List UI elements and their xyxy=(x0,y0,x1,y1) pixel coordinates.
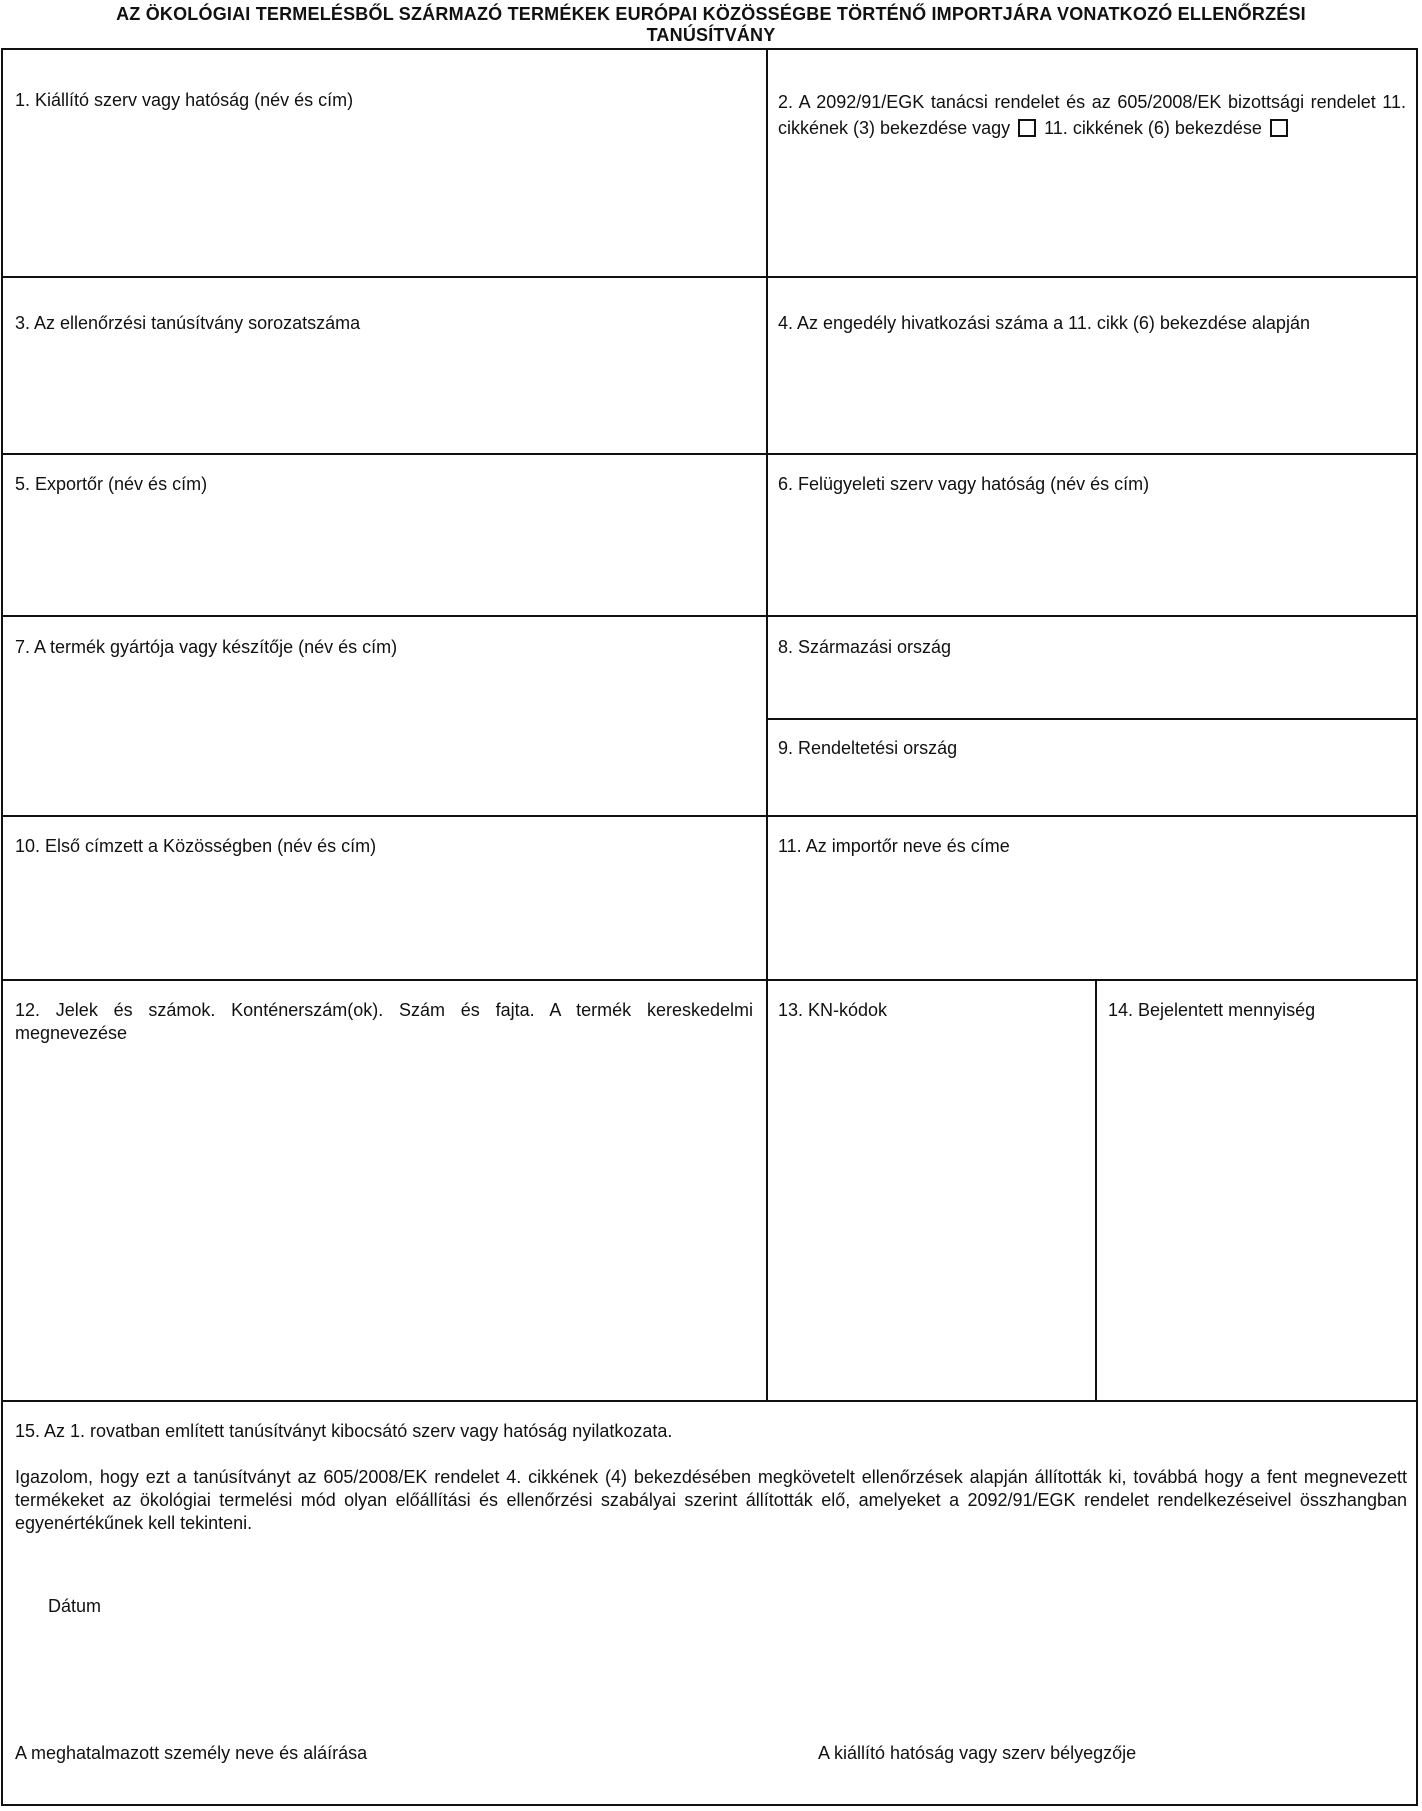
row-divider-3 xyxy=(3,615,1416,617)
box-11-label: 11. Az importőr neve és címe xyxy=(778,836,1010,856)
certificate-form xyxy=(1,48,1418,1806)
article-11-3-checkbox[interactable] xyxy=(1018,119,1036,137)
box-8-label: 8. Származási ország xyxy=(778,637,952,657)
row-divider-2 xyxy=(3,453,1416,455)
box-3-label: 3. Az ellenőrzési tanúsítvány sorozatszáma xyxy=(15,313,361,333)
box-2-text-part-2: 11. cikkének (6) bekezdése xyxy=(1044,118,1262,138)
title-line-2: TANÚSÍTVÁNY xyxy=(646,25,776,45)
stamp-label: A kiállító hatóság vagy szerv bélyegzője xyxy=(818,1743,1137,1763)
box-5-label: 5. Exportőr (név és cím) xyxy=(15,474,208,494)
box-12-label: 12. Jelek és számok. Konténerszám(ok). Szám és fajta. A termék kereskedelmi megnevezése xyxy=(15,1000,753,1043)
declaration-text: Igazolom, hogy ezt a tanúsítványt az 605/2008/EK rendelet 4. cikkének (4) bekezdésében megkövetelt ellenőrzések alapján állították ki, továbbá hogy a fent megnevezett termékeket az ökológiai termelési mód olyan előállítási és ellenőrzési szabályai szerint állították elő, amelyeket a 2092/91/EGK rendelet rendelkezéseivel összhangban egyenértékűnek kell tekinteni. xyxy=(15,1467,1407,1533)
row-divider-7 xyxy=(3,1400,1416,1402)
row-divider-6 xyxy=(3,979,1416,981)
row-divider-1 xyxy=(3,276,1416,278)
row-divider-4 xyxy=(768,718,1416,720)
certificate-title xyxy=(0,4,1422,46)
box-9-label: 9. Rendeltetési ország xyxy=(778,738,958,758)
signature-label: A meghatalmazott személy neve és aláírása xyxy=(15,1743,368,1763)
box-14-label: 14. Bejelentett mennyiség xyxy=(1108,1000,1316,1020)
row-divider-5 xyxy=(3,815,1416,817)
box-1-label: 1. Kiállító szerv vagy hatóság (név és cím) xyxy=(15,90,354,110)
title-line-1: AZ ÖKOLÓGIAI TERMELÉSBŐL SZÁRMAZÓ TERMÉKEK EURÓPAI KÖZÖSSÉGBE TÖRTÉNŐ IMPORTJÁRA VONATKOZÓ ELLENŐRZÉSI xyxy=(116,4,1306,24)
box-2-label xyxy=(778,89,1406,141)
box-2-text-part-1: 2. A 2092/91/EGK tanácsi rendelet és az 605/2008/EK bizottsági rendelet 11. cikkének (3) bekezdése vagy xyxy=(778,92,1406,138)
box-10-label: 10. Első címzett a Közösségben (név és cím) xyxy=(15,836,377,856)
column-divider-box13-14 xyxy=(1095,979,1097,1400)
date-label: Dátum xyxy=(48,1596,102,1616)
box-6-label: 6. Felügyeleti szerv vagy hatóság (név és cím) xyxy=(778,474,1150,494)
box-7-label: 7. A termék gyártója vagy készítője (név és cím) xyxy=(15,637,398,657)
box-4-label: 4. Az engedély hivatkozási száma a 11. cikk (6) bekezdése alapján xyxy=(778,313,1310,333)
article-11-6-checkbox[interactable] xyxy=(1270,119,1288,137)
box-13-label: 13. KN-kódok xyxy=(778,1000,888,1020)
column-divider-main xyxy=(766,50,768,1400)
box-15-label: 15. Az 1. rovatban említett tanúsítványt kibocsátó szerv vagy hatóság nyilatkozata. xyxy=(15,1421,673,1441)
